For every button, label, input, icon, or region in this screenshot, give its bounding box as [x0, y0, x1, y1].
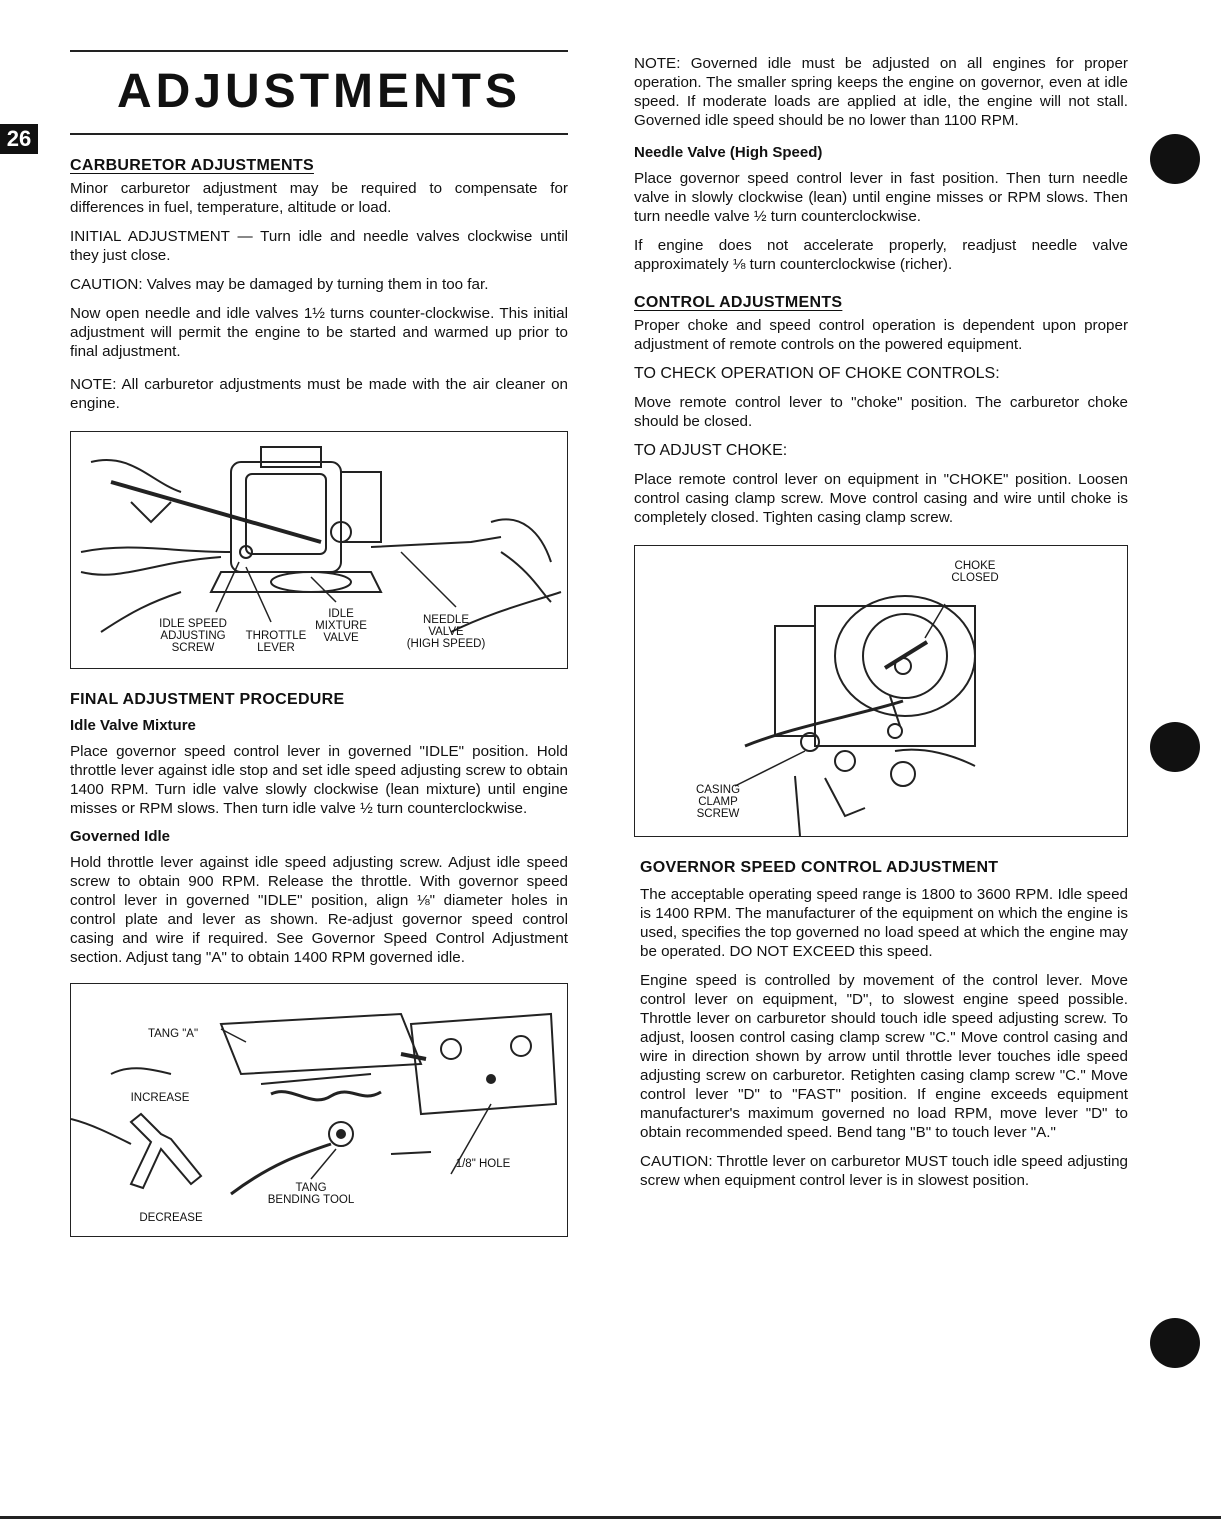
carburetor-intro: Minor carburetor adjustment may be required to compensate for differences in fuel, temperature, altitude or load. [70, 179, 568, 216]
label-throttle-lever: THROTTLE LEVER [245, 629, 307, 654]
final-adjustment-heading: FINAL ADJUSTMENT PROCEDURE [70, 690, 345, 708]
governor-speed-range: The acceptable operating speed range is 1800 to 3600 RPM. Idle speed is 1400 RPM. The manufacturer of the equipment on which the engine is used, specifies the top governed no load speed at which the engine may be operated. DO NOT EXCEED this speed. [640, 886, 1128, 960]
binder-hole-middle [1150, 722, 1200, 772]
governor-engine-speed: Engine speed is controlled by movement of the control lever. Move control lever on equipment, "D", to slowest engine speed possible. Throttle lever on carburetor should touch idle speed adjusting screw. To adjust, loosen control casing clamp screw "C." Move control casing and wire in direction shown by arrow until throttle lever touches idle speed adjusting screw on carburetor. Retighten casing clamp screw "C." Move control lever "D" to "FAST" position. If engine exceeds equipment manufacturer's maximum governed no load RPM, move lever "D" to obtain recommended speed. Bend tang "B" to touch lever "A." [640, 972, 1128, 1141]
label-choke-closed: CHOKE CLOSED [951, 560, 999, 584]
binder-hole-bottom [1150, 1318, 1200, 1368]
adjust-choke-heading: TO ADJUST CHOKE: [634, 442, 788, 459]
bottom-rule [0, 1516, 1221, 1519]
control-intro: Proper choke and speed control operation is dependent upon proper adjustment of remote controls on the powered equipment. [634, 317, 1128, 353]
carburetor-figure [70, 431, 568, 669]
needle-valve-text: Place governor speed control lever in fast position. Then turn needle valve in slowly clockwise (lean) until engine misses or RPM slows. Then turn needle valve ½ turn counterclockwise. [634, 170, 1128, 225]
governed-idle-text: Hold throttle lever against idle speed adjusting screw. Adjust idle speed screw to obtain 900 RPM. Release the throttle. With governor speed control lever in governed "IDLE" position, align ⅛" diameter holes in control plate and lever as shown. Re-adjust governor speed control casing and wire if required. See Governor Speed Control Adjustment section. Adjust tang "A" to obtain 1400 RPM governed idle. [70, 853, 568, 966]
needle-valve-heading: Needle Valve (High Speed) [634, 144, 823, 161]
label-decrease: DECREASE [139, 1211, 203, 1224]
governed-idle-heading: Governed Idle [70, 827, 171, 845]
idle-mixture-heading: Idle Valve Mixture [70, 716, 196, 734]
page-number-tab: 26 [0, 124, 38, 154]
control-heading: CONTROL ADJUSTMENTS [634, 294, 843, 311]
page-title: ADJUSTMENTS [116, 65, 522, 118]
label-eighth-hole: 1/8" HOLE [455, 1157, 511, 1170]
adjust-choke-text: Place remote control lever on equipment in "CHOKE" position. Loosen control casing clamp screw. Move control casing and wire until choke is completely closed. Tighten casing clamp screw. [634, 471, 1128, 526]
note-air-cleaner: NOTE: All carburetor adjustments must be made with the air cleaner on engine. [70, 375, 568, 412]
carburetor-heading: CARBURETOR ADJUSTMENTS [70, 156, 314, 174]
label-casing-clamp-screw: CASING CLAMP SCREW [695, 784, 741, 820]
choke-figure [634, 545, 1128, 837]
label-tang-bending-tool: TANG BENDING TOOL [267, 1181, 355, 1206]
title-block [70, 50, 568, 135]
governor-caution: CAUTION: Throttle lever on carburetor MUST touch idle speed adjusting screw when equipment control lever is in slowest position. [640, 1153, 1128, 1189]
right-column [634, 54, 1128, 1200]
check-choke-heading: TO CHECK OPERATION OF CHOKE CONTROLS: [634, 365, 1000, 382]
open-valves: Now open needle and idle valves 1½ turns counter-clockwise. This initial adjustment will permit the engine to be started and warmed up prior to final adjustment. [70, 304, 568, 360]
label-needle-valve: NEEDLE VALVE (HIGH SPEED) [406, 613, 486, 650]
binder-hole-top [1150, 134, 1200, 184]
label-idle-mixture-valve: IDLE MIXTURE VALVE [315, 607, 367, 644]
idle-mixture-text: Place governor speed control lever in governed "IDLE" position. Hold throttle lever against idle stop and set idle speed adjusting screw to obtain 1400 RPM. Turn idle valve slowly clockwise (lean mixture) until engine misses or RPM slows. Then turn idle valve ½ turn counterclockwise. [70, 742, 568, 817]
needle-valve-readjust: If engine does not accelerate properly, readjust needle valve approximately ⅛ turn counterclockwise (richer). [634, 237, 1128, 273]
label-increase: INCREASE [130, 1091, 190, 1104]
governor-heading: GOVERNOR SPEED CONTROL ADJUSTMENT [640, 859, 999, 876]
check-choke-text: Move remote control lever to "choke" position. The carburetor choke should be closed. [634, 394, 1128, 430]
note-governed-idle: NOTE: Governed idle must be adjusted on all engines for proper operation. The smaller spring keeps the engine on governor, even at idle speed. If moderate loads are applied at idle, the engine will not stall. Governed idle speed should be no lower than 1100 RPM. [634, 55, 1128, 129]
initial-adjustment: INITIAL ADJUSTMENT — Turn idle and needle valves clockwise until they just close. [70, 227, 568, 264]
label-tang-a: TANG "A" [147, 1027, 199, 1040]
governor-figure [70, 983, 568, 1237]
left-column [70, 50, 568, 1259]
label-idle-speed-screw: IDLE SPEED ADJUSTING SCREW [159, 617, 227, 654]
caution-valves: CAUTION: Valves may be damaged by turning them in too far. [70, 275, 489, 293]
